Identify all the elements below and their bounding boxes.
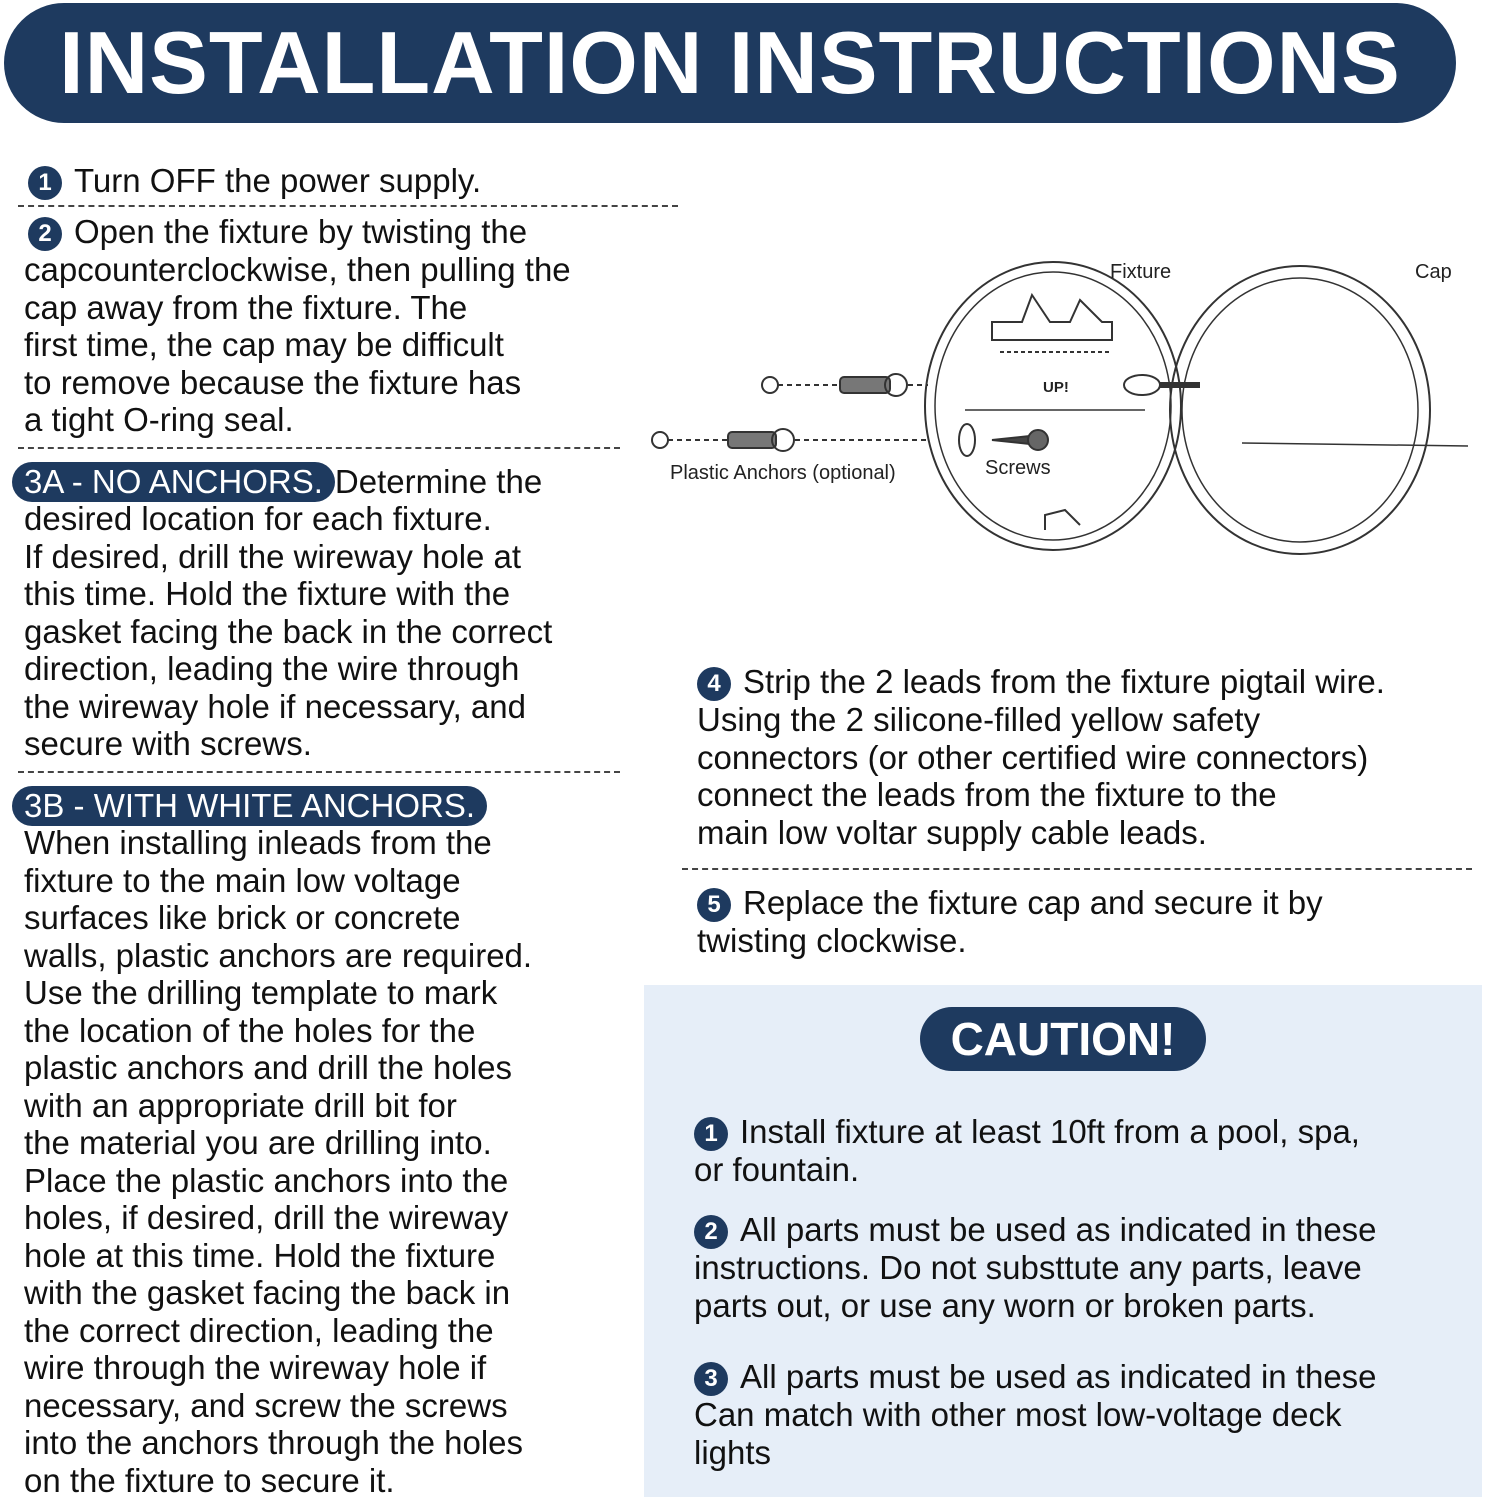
anchors-label: Plastic Anchors (optional) (670, 462, 896, 484)
step-4-text: Strip the 2 leads from the fixture pigtail wire. Using the 2 silicone-filled yellow safety connectors (or other certified wire connectors) connect the leads from the fixture to the main low voltar supply cable leads. (697, 663, 1385, 851)
caution-item-text: All parts must be used as indicated in these instructions. Do not substtute any parts, leave parts out, or use any worn or broken parts. (694, 1211, 1377, 1324)
cap-label: Cap (1415, 261, 1452, 283)
caution-item-text: Install fixture at least 10ft from a pool, spa, or fountain. (694, 1113, 1360, 1188)
step-1-text: Turn OFF the power supply. (74, 162, 482, 199)
grommet-shape (1124, 375, 1160, 395)
page-title: INSTALLATION INSTRUCTIONS (59, 13, 1401, 112)
screw-shape (992, 436, 1030, 444)
step-number-badge: 1 (28, 166, 62, 200)
caution-item (694, 1358, 1484, 1471)
divider (18, 771, 620, 773)
caution-number-badge: 3 (694, 1362, 728, 1396)
caution-number-badge: 1 (694, 1117, 728, 1151)
fixture-diagram-svg (640, 240, 1488, 570)
cutout-shape (959, 424, 975, 456)
cap-shape (1170, 266, 1430, 554)
step-3a-text: desired location for each fixture. If desired, drill the wireway hole at this time. Hold the fixture with the gasket facing the back in the correct direction, leading the wire through the wireway hole if necessary, and secure with screws. (24, 500, 553, 762)
step-4 (697, 663, 1487, 851)
anchor-shape (728, 432, 776, 448)
caution-panel (644, 985, 1482, 1497)
caution-item (694, 1211, 1484, 1324)
fixture-label: Fixture (1110, 261, 1172, 283)
step-2 (24, 213, 664, 439)
caution-title: CAUTION! (920, 1007, 1206, 1071)
step-number-badge: 5 (697, 888, 731, 922)
step-3a-label: 3A - NO ANCHORS. (12, 462, 335, 502)
screws-label: Screws (985, 457, 1051, 479)
step-1 (28, 162, 481, 200)
anchor-ring (652, 432, 668, 448)
step-3b-text: When installing inleads from the fixture to the main low voltage surfaces like brick or concrete walls, plastic anchors are required. Use the drilling template to mark the location of the holes for the plastic anchors and drill the holes with an appropriate drill bit for the material you are drilling into. Place the plastic anchors into the holes, if desired, drill the wireway hole at this time. Hold the fixture with the gasket facing the back in the correct direction, leading the wire through the wireway hole if necessary, and screw the screws into the anchors through the holes on the fixture to secure it. (24, 824, 533, 1499)
up-label: UP! (1043, 379, 1069, 396)
step-number-badge: 4 (697, 667, 731, 701)
fixture-body-shape (925, 262, 1181, 550)
divider (18, 447, 620, 449)
step-number-badge: 2 (28, 217, 62, 251)
bracket-shape (992, 295, 1112, 340)
caution-item (694, 1113, 1484, 1189)
step-3a-lead: Determine the (334, 463, 543, 500)
step-3a (12, 462, 632, 502)
divider (682, 868, 1472, 870)
step-5-text: Replace the fixture cap and secure it by twisting clockwise. (697, 884, 1323, 959)
anchor-ring (762, 377, 778, 393)
step-3b-label: 3B - WITH WHITE ANCHORS. (12, 786, 487, 826)
step-3b (12, 786, 487, 826)
caution-number-badge: 2 (694, 1215, 728, 1249)
fixture-diagram (640, 240, 1488, 575)
caution-item-text: All parts must be used as indicated in these Can match with other most low-voltage deck lights (694, 1358, 1377, 1471)
divider (18, 205, 678, 207)
step-2-text: Open the fixture by twisting the capcounterclockwise, then pulling the cap away from the fixture. The first time, the cap may be difficult to remove because the fixture has a tight O-ring seal. (24, 213, 571, 438)
title-banner (4, 3, 1456, 123)
step-5 (697, 884, 1477, 960)
anchor-shape (840, 377, 890, 393)
